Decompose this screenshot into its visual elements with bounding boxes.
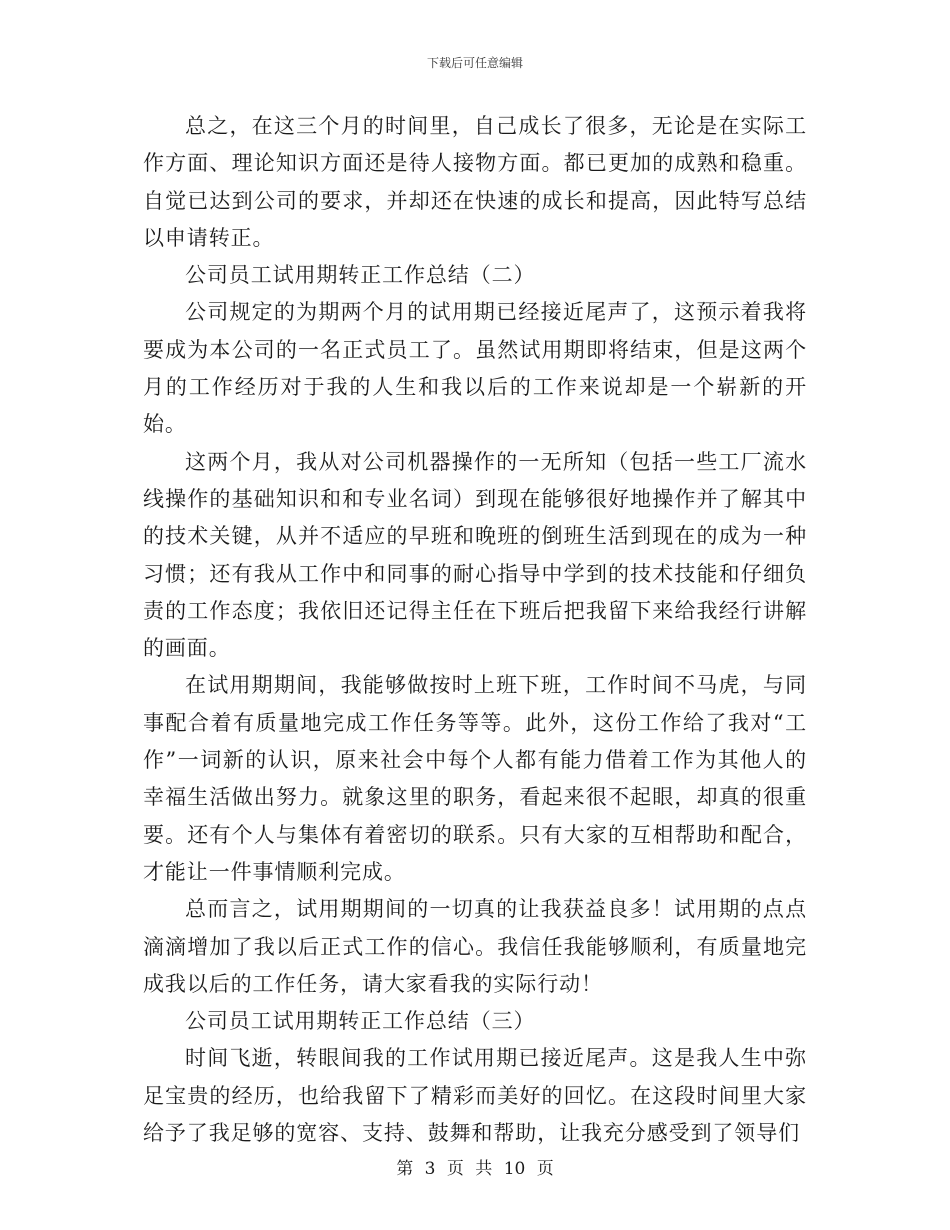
paragraph-in-summary: 总而言之，试用期期间的一切真的让我获益良多！试用期的点点滴滴增加了我以后正式工作的信心。我信任我能够顺利，有质量地完成我以后的工作任务，请大家看我的实际行动！ [143, 897, 807, 996]
document-body [143, 108, 807, 1152]
section-heading-3: 公司员工试用期转正工作总结（三） [185, 1009, 536, 1034]
paragraph-summary-conclusion: 总之，在这三个月的时间里，自己成长了很多，无论是在实际工作方面、理论知识方面还是待人接物方面。都已更加的成熟和稳重。自觉已达到公司的要求，并却还在快速的成长和提高，因此特写总结以申请转正。 [143, 114, 807, 250]
paragraph-during-probation: 在试用期期间，我能够做按时上班下班，工作时间不马虎，与同事配合着有质量地完成工作任务等等。此外，这份工作给了我对“工作”一词新的认识，原来社会中每个人都有能力借着工作为其他人的幸福生活做出努力。就象这里的职务，看起来很不起眼，却真的很重要。还有个人与集体有着密切的联系。只有大家的互相帮助和配合，才能让一件事情顺利完成。 [143, 673, 807, 884]
paragraph-time-flies: 时间飞逝，转眼间我的工作试用期已接近尾声。这是我人生中弥足宝贵的经历，也给我留下了精彩而美好的回忆。在这段时间里大家给予了我足够的宽容、支持、鼓舞和帮助，让我充分感受到了领导们 [143, 1046, 807, 1146]
paragraph-two-months-learning: 这两个月，我从对公司机器操作的一无所知（包括一些工厂流水线操作的基础知识和和专业名词）到现在能够很好地操作并了解其中的技术关键，从并不适应的早班和晚班的倒班生活到现在的成为一种习惯；还有我从工作中和同事的耐心指导中学到的技术技能和仔细负责的工作态度；我依旧还记得主任在下班后把我留下来给我经行讲解的画面。 [143, 449, 807, 661]
page-header: 下载后可任意编辑 [426, 56, 523, 70]
paragraph-probation-ending: 公司规定的为期两个月的试用期已经接近尾声了，这预示着我将要成为本公司的一名正式员工了。虽然试用期即将结束，但是这两个月的工作经历对于我的人生和我以后的工作来说却是一个崭新的开始。 [143, 300, 807, 437]
page-number-footer: 第 3 页 共 10 页 [396, 1159, 554, 1179]
section-heading-2: 公司员工试用期转正工作总结（二） [185, 263, 536, 288]
